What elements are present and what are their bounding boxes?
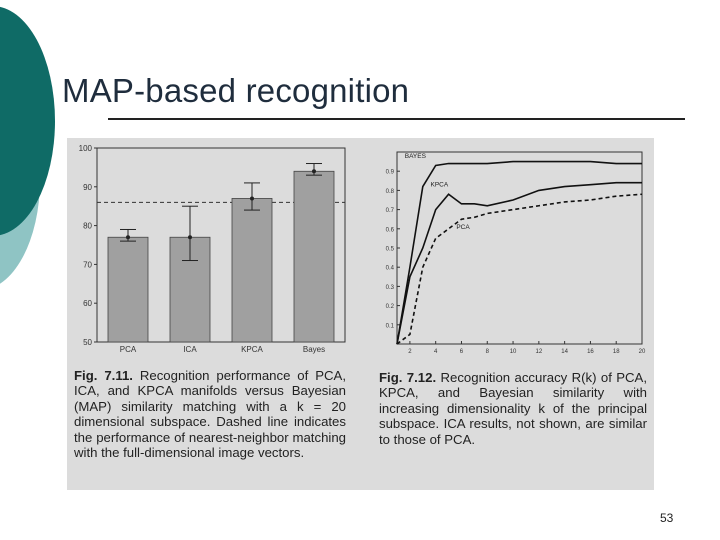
fig-7-12-ytick-label: 0.4 — [385, 265, 394, 272]
fig-7-11-bar — [232, 198, 272, 342]
fig-7-12-xtick-label: 20 — [638, 349, 646, 355]
fig-7-11-mean-dot — [312, 169, 316, 173]
fig-7-12-ytick-label: 0.3 — [385, 284, 394, 291]
fig-7-12-xtick-label: 18 — [612, 349, 620, 355]
fig-7-11-bar — [108, 237, 148, 342]
fig-7-12-ytick-label: 0.8 — [385, 188, 394, 195]
fig-7-12-xtick-label: 4 — [434, 349, 438, 355]
fig-7-12-caption-text: Recognition accuracy R(k) of PCA, KPCA, and Bayesian similarity with increasing dimensionality k of the principal subspace. ICA results, not shown, are similar to those of PCA. — [379, 370, 647, 447]
fig-7-11-bar-chart — [79, 144, 345, 354]
fig-7-12-xtick-label: 14 — [561, 349, 568, 355]
fig-7-12-xtick-label: 2 — [408, 349, 412, 355]
fig-7-11-category-label: Bayes — [302, 345, 326, 354]
fig-7-12-xtick-label: 6 — [459, 349, 464, 355]
fig-7-11-mean-dot — [250, 196, 254, 200]
fig-7-11-caption — [74, 368, 346, 460]
fig-7-12-ytick-label: 0.6 — [385, 227, 394, 234]
scanned-figure-image — [67, 138, 654, 490]
fig-7-11-ytick-label: 90 — [83, 182, 92, 192]
slide-title: MAP-based recognition — [62, 72, 410, 109]
fig-7-12-xtick-label: 16 — [587, 349, 594, 355]
fig-7-11-category-label: PCA — [119, 345, 137, 354]
fig-7-12-ytick-label: 0.9 — [385, 169, 394, 176]
fig-7-12-series-label: KPCA — [430, 181, 449, 189]
fig-7-12-caption-label: Fig. 7.12. — [379, 370, 437, 385]
page-number: 53 — [660, 511, 674, 525]
fig-7-12-series-label: BAYES — [404, 152, 426, 160]
fig-7-12-xtick-label: 12 — [535, 349, 543, 355]
fig-7-11-category-label: ICA — [183, 345, 197, 354]
fig-7-11-ytick-label: 80 — [83, 221, 92, 231]
fig-7-11-ytick-label: 50 — [83, 338, 92, 347]
fig-7-12-series-line — [397, 183, 642, 344]
fig-7-12-ytick-label: 0.5 — [385, 246, 394, 253]
fig-7-12-line-chart — [386, 152, 646, 355]
title-underline — [108, 118, 685, 120]
fig-7-11-mean-dot — [188, 235, 192, 239]
fig-7-11-ytick-label: 60 — [83, 299, 92, 309]
fig-7-11-category-label: KPCA — [241, 345, 263, 354]
fig-7-12-caption — [379, 370, 647, 447]
fig-7-12-ytick-label: 0.7 — [385, 208, 394, 215]
decorative-dark-circle — [0, 6, 55, 236]
fig-7-12-series-label: PCA — [456, 223, 470, 231]
fig-7-12-ytick-label: 0.2 — [385, 304, 394, 311]
fig-7-11-mean-dot — [126, 235, 130, 239]
fig-7-12-xtick-label: 8 — [485, 349, 489, 355]
fig-7-12-xtick-label: 10 — [509, 349, 517, 355]
fig-7-11-caption-label: Fig. 7.11. — [74, 368, 133, 383]
fig-7-11-bar — [294, 171, 334, 342]
fig-7-12-ytick-label: 0.1 — [385, 323, 394, 330]
fig-7-11-caption-text: Recognition performance of PCA, ICA, and KPCA manifolds versus Bayesian (MAP) similarity matching with a k = 20 dimensional subspace. Dashed line indicates the performance of nearest-neighbor matching with the full-dimensional image vectors. — [74, 368, 346, 461]
fig-7-11-ytick-label: 100 — [78, 144, 92, 153]
fig-7-11-ytick-label: 70 — [83, 260, 92, 270]
fig-7-12-series-line — [397, 162, 642, 344]
